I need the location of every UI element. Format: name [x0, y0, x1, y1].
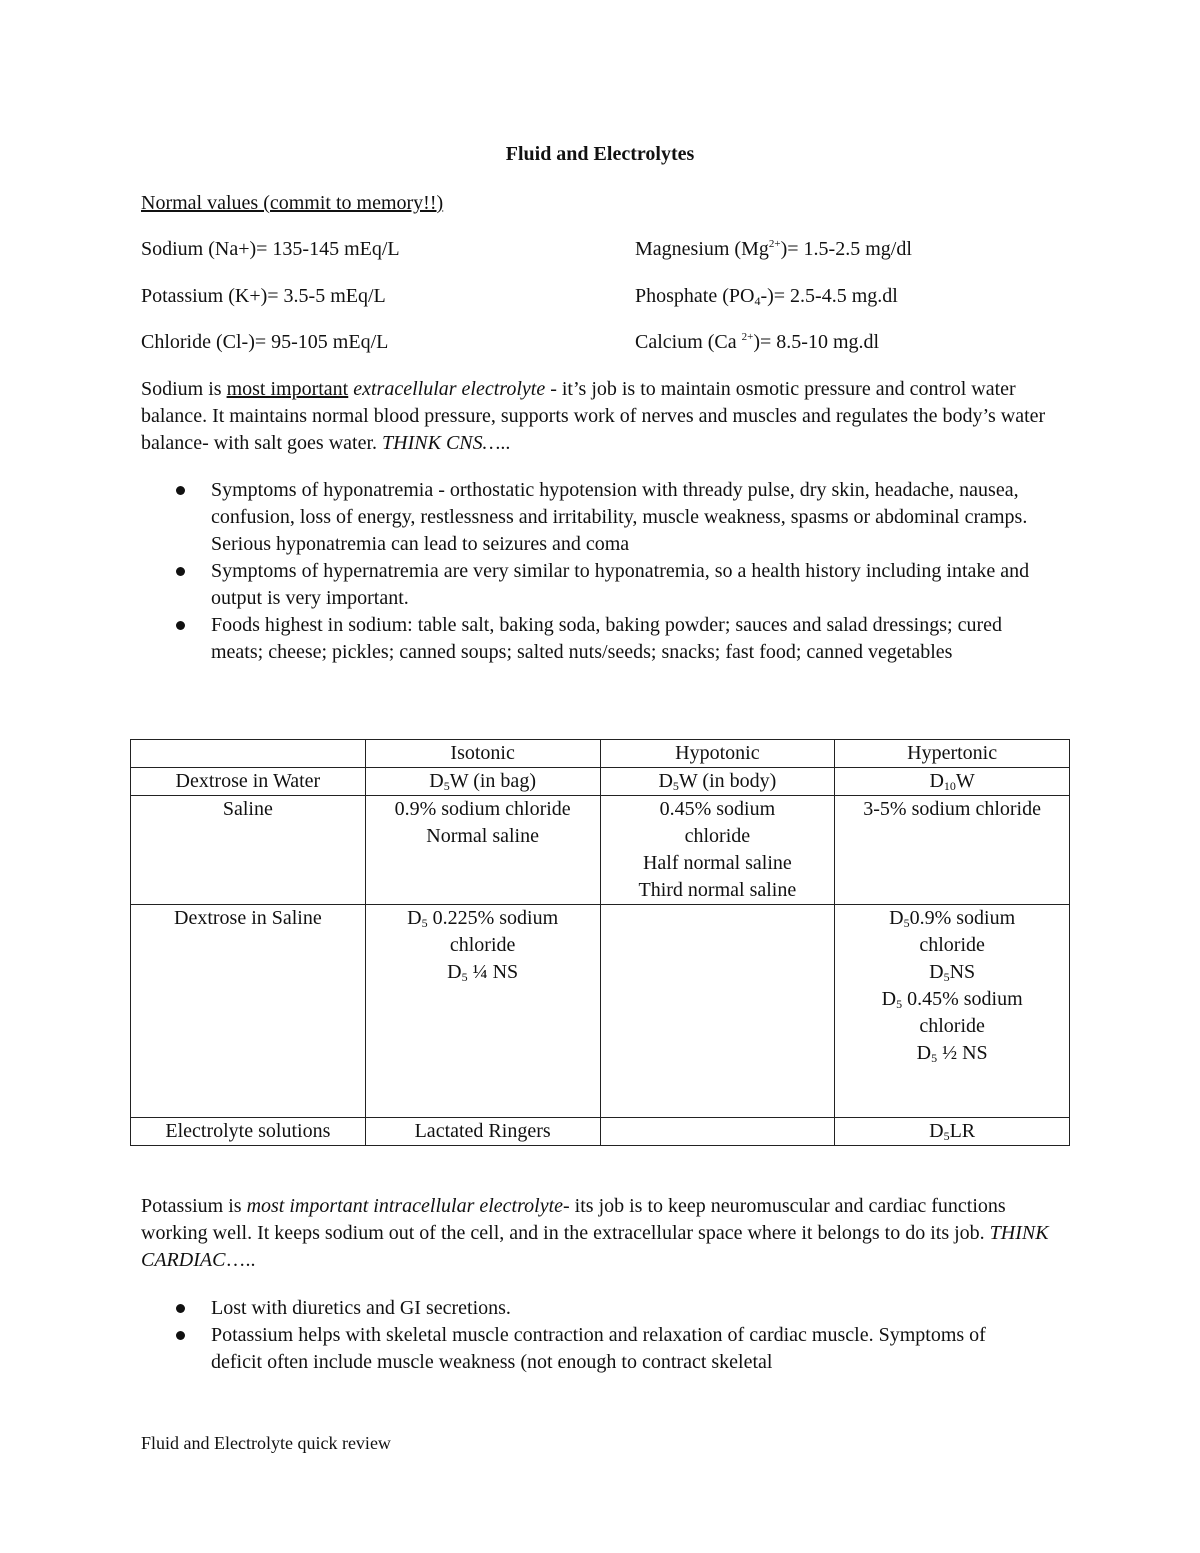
bullet-icon [176, 486, 185, 495]
table-cell: $D_5W$ (in body) [600, 768, 835, 796]
table-cell: $D_{10}W$ [835, 768, 1070, 796]
table-cell: $D_5LR$ [835, 1118, 1070, 1146]
bullet-icon [176, 1304, 185, 1313]
table-cell: Lactated Ringers [365, 1118, 600, 1146]
table-cell: $D_50.9\%$ sodium chloride $D_5NS$ $D_5$ 0.45% sodium chloride $D_5$ ½ NS [835, 905, 1070, 1118]
list-item: Symptoms of hyponatremia - orthostatic hypotension with thready pulse, dry skin, headache, nausea, confusion, loss of energy, restlessness and irritability, muscle weakness, spasms or abdominal cramps. Serious hyponatremia can lead to seizures and coma [141, 477, 1041, 558]
potassium-paragraph: Potassium is most important intracellular electrolyte- its job is to keep neuromuscular and cardiac functions working well. It keeps sodium out of the cell, and in the extracellular space where it belongs to do its job. THINK CARDIAC….. [141, 1195, 1049, 1271]
table-header-cell: Hypertonic [835, 740, 1070, 768]
table-row [131, 768, 1070, 796]
table-header-cell [131, 740, 366, 768]
table-row [131, 1118, 1070, 1146]
bullet-icon [176, 567, 185, 576]
page-title: Fluid and Electrolytes [505, 143, 695, 165]
list-item: Symptoms of hypernatremia are very similar to hyponatremia, so a health history including intake and output is very important. [141, 558, 1041, 612]
list-item: Foods highest in sodium: table salt, baking soda, baking powder; sauces and salad dressings; cured meats; cheese; pickles; canned soups; salted nuts/seeds; snacks; fast food; canned vegetables [141, 612, 1041, 666]
sodium-bullet-list [141, 477, 1041, 666]
row-label: Saline [131, 796, 366, 905]
table-header-row [131, 740, 1070, 768]
table-cell: $D_5W$ (in bag) [365, 768, 600, 796]
phosphate-value: Phosphate $(PO_4-)= 2.5-4.5$ mg.dl [635, 285, 898, 308]
normal-values-heading: Normal values (commit to memory!!) [141, 192, 444, 214]
table-cell: 0.9% sodium chloride Normal saline [365, 796, 600, 905]
table-cell: $D_5$ 0.225% sodium chloride $D_5$ ¼ NS [365, 905, 600, 1118]
table-cell: 0.45% sodium chloride Half normal saline Third normal saline [600, 796, 835, 905]
table-header-cell: Isotonic [365, 740, 600, 768]
row-label: Dextrose in Water [131, 768, 366, 796]
row-label: Electrolyte solutions [131, 1118, 366, 1146]
calcium-value: Calcium (Ca $^{2+}$)= 8.5-10 mg.dl [635, 331, 880, 353]
page-footer: Fluid and Electrolyte quick review [141, 1433, 391, 1453]
potassium-value: Potassium (K+)= 3.5-5 mEq/L [141, 285, 386, 307]
list-item: Potassium helps with skeletal muscle contraction and relaxation of cardiac muscle. Symptoms of deficit often include muscle weakness (not enough to contract skeletal [141, 1322, 1041, 1376]
table-row [131, 796, 1070, 905]
table-cell [600, 905, 835, 1118]
row-label: Dextrose in Saline [131, 905, 366, 1118]
table-row [131, 905, 1070, 1118]
sodium-value: Sodium (Na+)= 135-145 mEq/L [141, 238, 400, 260]
table-header-cell: Hypotonic [600, 740, 835, 768]
bullet-icon [176, 1331, 185, 1340]
potassium-bullet-list [141, 1295, 1041, 1376]
bullet-icon [176, 621, 185, 630]
table-cell [600, 1118, 835, 1146]
chloride-value: Chloride (Cl-)= 95-105 mEq/L [141, 331, 389, 353]
table-cell: 3-5% sodium chloride [835, 796, 1070, 905]
list-item: Lost with diuretics and GI secretions. [141, 1295, 1041, 1322]
sodium-paragraph: Sodium is most important extracellular electrolyte - it’s job is to maintain osmotic pressure and control water balance. It maintains normal blood pressure, supports work of nerves and muscles and regulates the body’s water balance- with salt goes water. THINK CNS….. [141, 378, 1046, 454]
iv-fluids-table [130, 739, 1070, 1146]
magnesium-value: Magnesium $(Mg^{2+})= 1.5-2.5$ mg/dl [635, 238, 912, 260]
